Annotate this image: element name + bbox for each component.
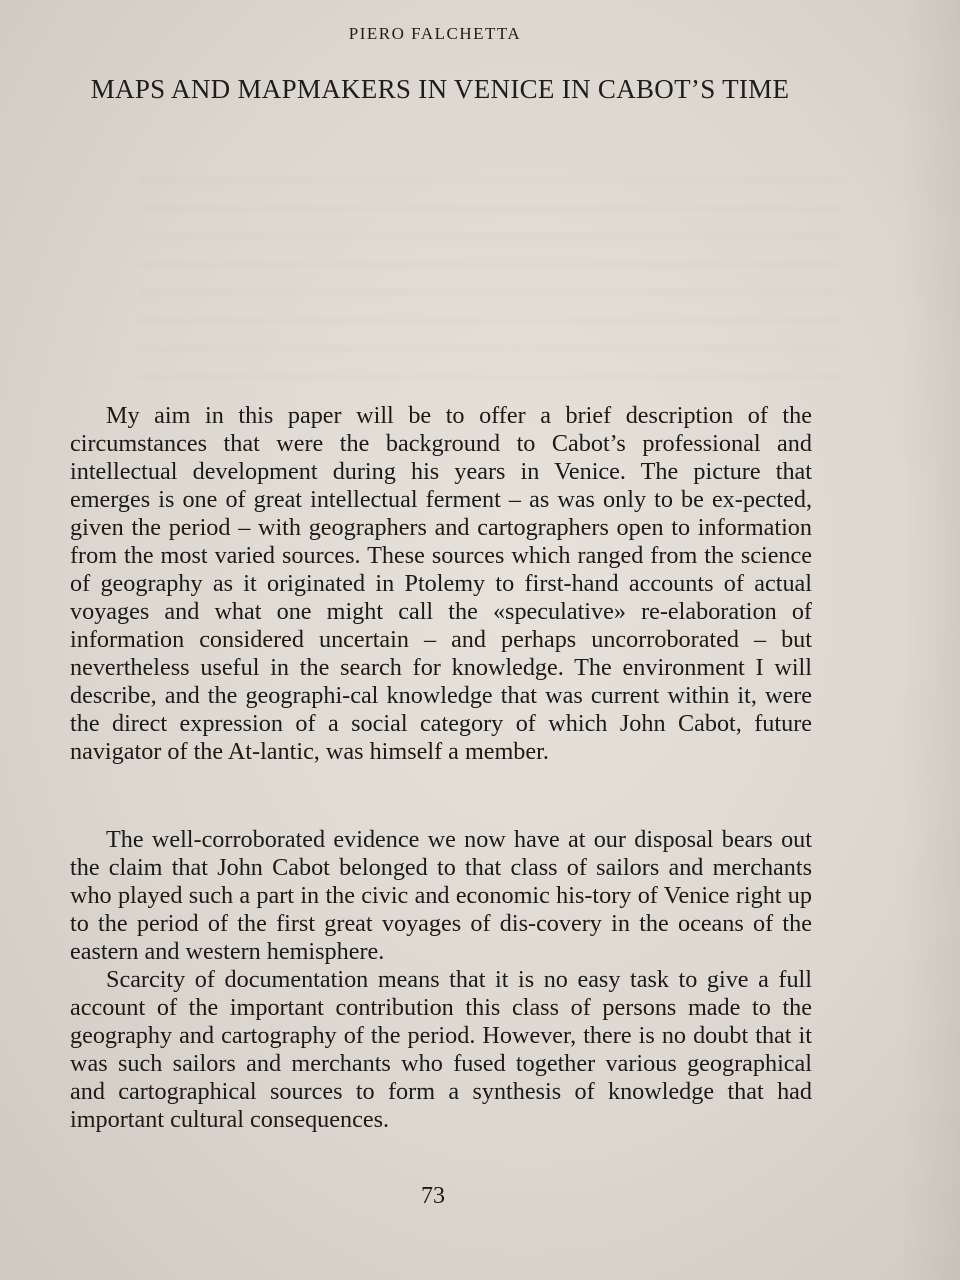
chapter-title: MAPS AND MAPMAKERS IN VENICE IN CABOT’S TIME [90, 74, 790, 104]
paragraph-3 [70, 966, 812, 1134]
paragraph-3-text: Scarcity of documentation means that it is no easy task to give a full account of the important contribution this class of persons made to the geography and cartography of the period. However, there is no doubt that it was such sailors and merchants who fused together various geographical and cartographical sources to form a synthesis of knowledge that had important cultural consequences. [70, 966, 812, 1133]
page-edge-shadow [900, 0, 960, 1280]
paragraph-2-text: The well-corroborated evidence we now have at our disposal bears out the claim that John Cabot belonged to that class of sailors and merchants who played such a part in the civic and economic his-tory of Venice right up to the period of the first great voyages of dis-covery in the oceans of the eastern and western hemisphere. [70, 826, 812, 965]
show-through-text [140, 180, 840, 380]
paragraph-1 [70, 402, 812, 766]
paragraph-2 [70, 826, 812, 966]
paragraph-1-text: My aim in this paper will be to offer a brief description of the circumstances that were the background to Cabot’s professional and intellectual development during his years in Venice. The picture that emerges is one of great intellectual ferment – as was only to be ex-pected, given the period – with geographers and cartographers open to information from the most varied sources. These sources which ranged from the science of geography as it originated in Ptolemy to first-hand accounts of actual voyages and what one might call the «speculative» re-elaboration of information considered uncertain – and perhaps uncorroborated – but nevertheless useful in the search for knowledge. The environment I will describe, and the geographi-cal knowledge that was current within it, were the direct expression of a social category of which John Cabot, future navigator of the At-lantic, was himself a member. [70, 402, 812, 765]
page-number: 73 [421, 1183, 445, 1209]
running-head-author: PIERO FALCHETTA [348, 24, 522, 43]
